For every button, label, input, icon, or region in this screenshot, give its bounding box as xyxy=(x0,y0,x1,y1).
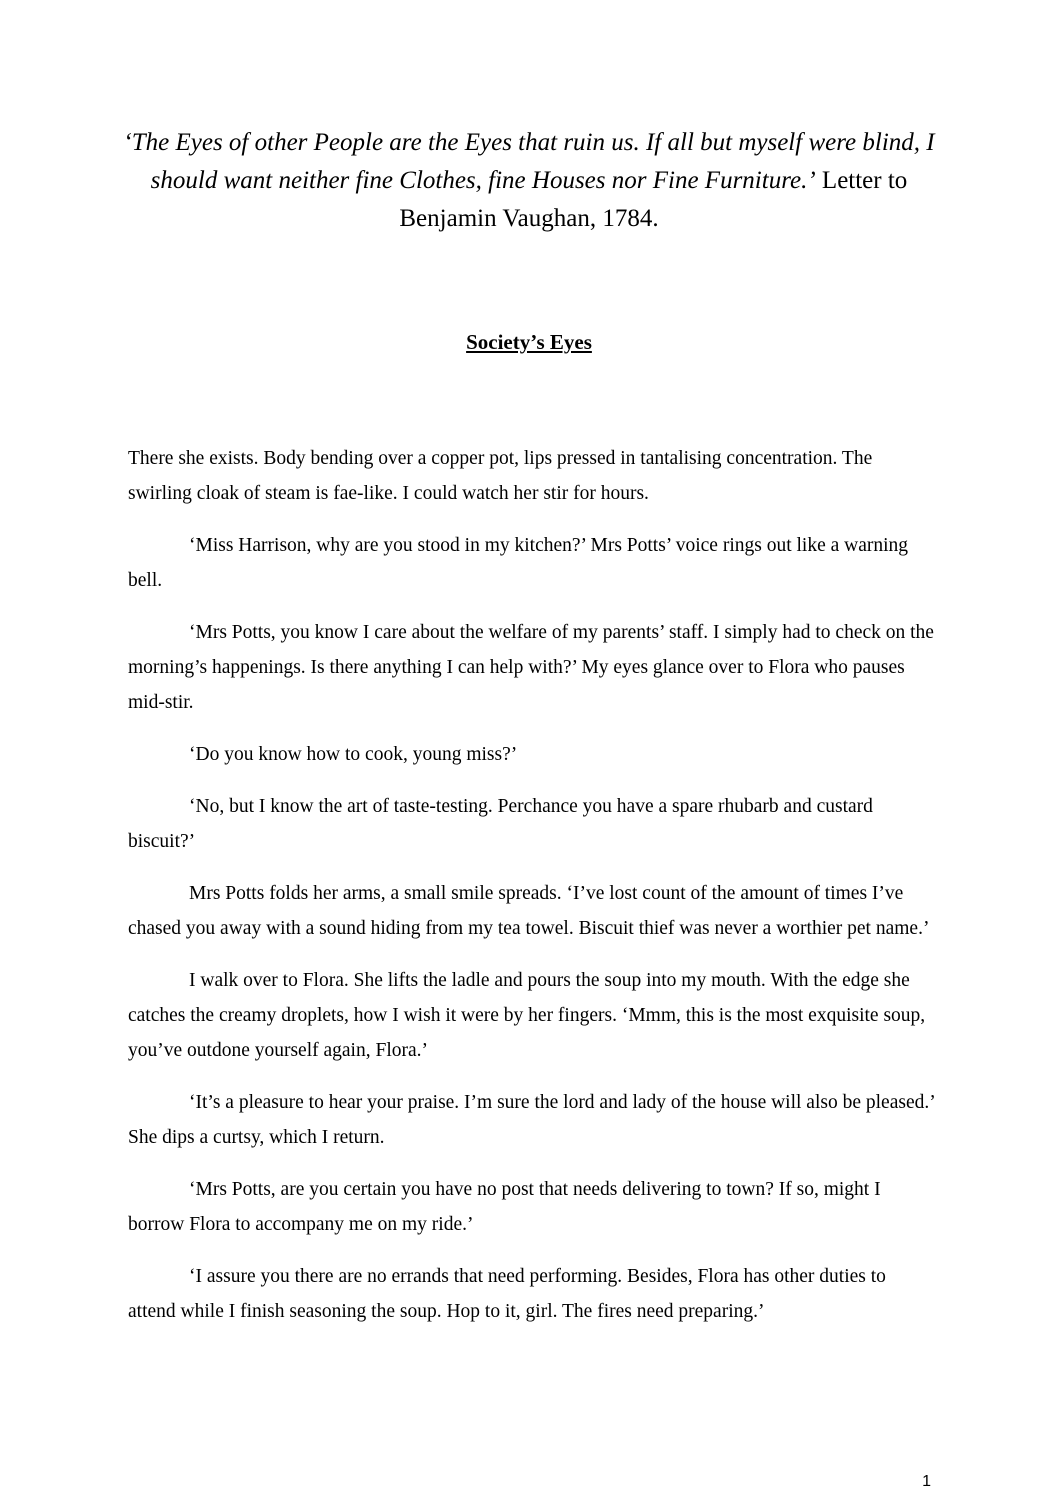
paragraph: ‘No, but I know the art of taste-testing. Perchance you have a spare rhubarb and custard biscuit?’ xyxy=(128,796,873,852)
paragraph: ‘Mrs Potts, are you certain you have no post that needs delivering to town? If so, might I borrow Flora to accompany me on my ride.’ xyxy=(128,1179,881,1235)
epigraph-quote: ‘The Eyes of other People are the Eyes that ruin us. If all but myself were blind, I should want neither fine Clothes, fine Houses nor Fine Furniture.’ xyxy=(123,129,935,194)
paragraph: ‘It’s a pleasure to hear your praise. I’m sure the lord and lady of the house will also be pleased.’ She dips a curtsy, which I return. xyxy=(128,1092,935,1148)
paragraph: ‘Miss Harrison, why are you stood in my kitchen?’ Mrs Potts’ voice rings out like a warning bell. xyxy=(128,535,909,591)
paragraph: Mrs Potts folds her arms, a small smile spreads. ‘I’ve lost count of the amount of times I’ve chased you away with a sound hiding from my tea towel. Biscuit thief was never a worthier pet name.’ xyxy=(128,883,930,939)
paragraph: ‘I assure you there are no errands that need performing. Besides, Flora has other duties to attend while I finish seasoning the soup. Hop to it, girl. The fires need preparing.’ xyxy=(128,1266,886,1322)
epigraph xyxy=(110,124,948,238)
paragraph: There she exists. Body bending over a copper pot, lips pressed in tantalising concentration. The swirling cloak of steam is fae-like. I could watch her stir for hours. xyxy=(128,448,873,504)
paragraph: ‘Mrs Potts, you know I care about the welfare of my parents’ staff. I simply had to check on the morning’s happenings. Is there anything I can help with?’ My eyes glance over to Flora who pauses mid-stir. xyxy=(128,622,934,713)
story-title: Society’s Eyes xyxy=(466,330,592,354)
paragraph: I walk over to Flora. She lifts the ladle and pours the soup into my mouth. With the edge she catches the creamy droplets, how I wish it were by her fingers. ‘Mmm, this is the most exquisite soup, you’ve outdone yourself again, Flora.’ xyxy=(128,970,926,1061)
story-body xyxy=(128,441,936,1346)
page-number: 1 xyxy=(922,1473,931,1490)
epigraph-attribution: Letter to Benjamin Vaughan, 1784. xyxy=(399,167,908,232)
paragraph: ‘Do you know how to cook, young miss?’ xyxy=(189,744,518,765)
